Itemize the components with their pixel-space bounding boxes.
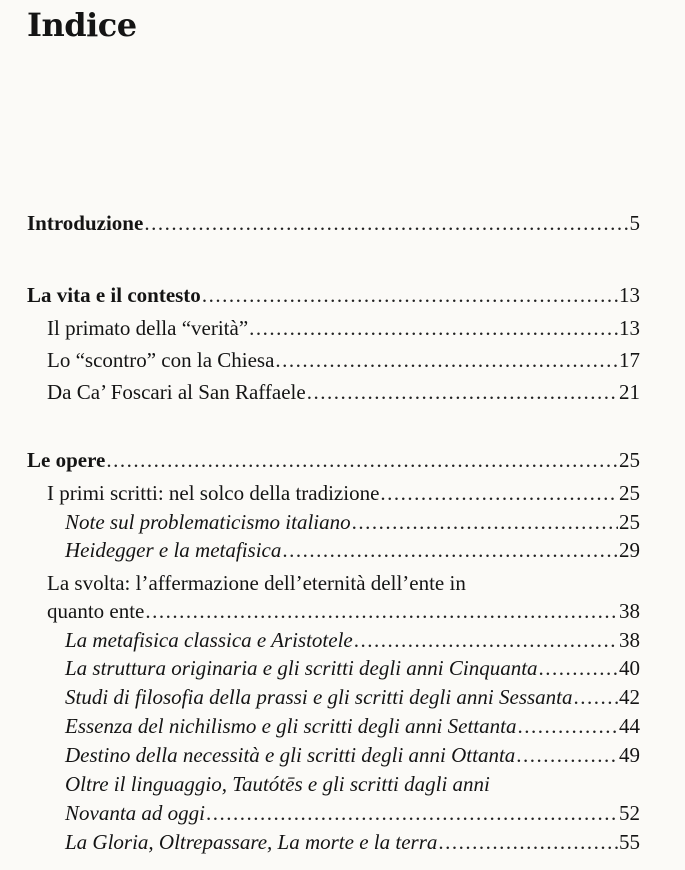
toc-page-number: 38 xyxy=(619,628,640,652)
dot-leader xyxy=(106,447,618,473)
toc-page-number: 25 xyxy=(619,481,640,505)
toc-page-number: 5 xyxy=(629,211,640,235)
dot-leader xyxy=(145,598,618,624)
toc-page-number: 40 xyxy=(619,656,640,680)
page-title: Indice xyxy=(27,6,137,44)
toc-page-number: 55 xyxy=(619,830,640,854)
toc-page-number: 52 xyxy=(619,801,640,825)
toc-entry-struttura[interactable] xyxy=(0,655,640,681)
toc-label: Introduzione xyxy=(27,211,144,235)
toc-page-number: 29 xyxy=(619,538,640,562)
toc-label: La struttura originaria e gli scritti degli anni Cinquanta xyxy=(65,656,538,680)
dot-leader xyxy=(516,742,618,768)
toc-label: Lo “scontro” con la Chiesa xyxy=(47,348,275,372)
dot-leader xyxy=(539,655,618,681)
toc-label: Novanta ad oggi xyxy=(65,801,205,825)
toc-label: Note sul problematicismo italiano xyxy=(65,510,351,534)
toc-entry-studi[interactable] xyxy=(0,684,640,710)
toc-entry-svolta-line1[interactable]: La svolta: l’affermazione dell’eternità dell’ente in xyxy=(47,571,466,595)
toc-page-number: 25 xyxy=(619,448,640,472)
toc-entry-introduzione[interactable] xyxy=(0,210,640,236)
toc-page-number: 44 xyxy=(619,714,640,738)
toc-entry-primato[interactable] xyxy=(0,315,640,341)
dot-leader xyxy=(144,210,628,236)
toc-label: Essenza del nichilismo e gli scritti degli anni Settanta xyxy=(65,714,517,738)
toc-entry-oltre-line1[interactable]: Oltre il linguaggio, Tautótēs e gli scritti dagli anni xyxy=(65,772,490,796)
toc-entry-destino[interactable] xyxy=(0,742,640,768)
dot-leader xyxy=(354,627,618,653)
dot-leader xyxy=(282,537,618,563)
dot-leader xyxy=(307,379,618,405)
toc-entry-aristotele[interactable] xyxy=(0,627,640,653)
toc-label: La metafisica classica e Aristotele xyxy=(65,628,353,652)
toc-page-number: 49 xyxy=(619,743,640,767)
toc-entry-svolta[interactable] xyxy=(0,598,640,624)
toc-entry-scontro[interactable] xyxy=(0,347,640,373)
toc-entry-oltre[interactable] xyxy=(0,800,640,826)
toc-page-number: 25 xyxy=(619,510,640,534)
toc-page-number: 17 xyxy=(619,348,640,372)
dot-leader xyxy=(206,800,618,826)
dot-leader xyxy=(249,315,618,341)
toc-page-number: 38 xyxy=(619,599,640,623)
dot-leader xyxy=(574,684,618,710)
toc-label: Destino della necessità e gli scritti degli anni Ottanta xyxy=(65,743,516,767)
toc-label: Da Ca’ Foscari al San Raffaele xyxy=(47,380,306,404)
toc-label: Heidegger e la metafisica xyxy=(65,538,282,562)
toc-entry-vita[interactable] xyxy=(0,282,640,308)
toc-entry-note[interactable] xyxy=(0,509,640,535)
dot-leader xyxy=(438,829,618,855)
toc-entry-cafoscari[interactable] xyxy=(0,379,640,405)
toc-label: Il primato della “verità” xyxy=(47,316,249,340)
dot-leader xyxy=(352,509,618,535)
toc-entry-primi-scritti[interactable] xyxy=(0,480,640,506)
toc-label: Studi di filosofia della prassi e gli scritti degli anni Sessanta xyxy=(65,685,573,709)
toc-entry-heidegger[interactable] xyxy=(0,537,640,563)
dot-leader xyxy=(202,282,618,308)
toc-page-number: 13 xyxy=(619,316,640,340)
toc-page-number: 13 xyxy=(619,283,640,307)
toc-page-number: 21 xyxy=(619,380,640,404)
dot-leader xyxy=(275,347,618,373)
toc-label: La Gloria, Oltrepassare, La morte e la terra xyxy=(65,830,438,854)
toc-label: Le opere xyxy=(27,448,106,472)
toc-label: quanto ente xyxy=(47,599,145,623)
dot-leader xyxy=(517,713,618,739)
toc-entry-gloria[interactable] xyxy=(0,829,640,855)
dot-leader xyxy=(380,480,618,506)
toc-label: I primi scritti: nel solco della tradizione xyxy=(47,481,380,505)
toc-page-number: 42 xyxy=(619,685,640,709)
toc-entry-essenza[interactable] xyxy=(0,713,640,739)
toc-entry-opere[interactable] xyxy=(0,447,640,473)
toc-label: La vita e il contesto xyxy=(27,283,201,307)
